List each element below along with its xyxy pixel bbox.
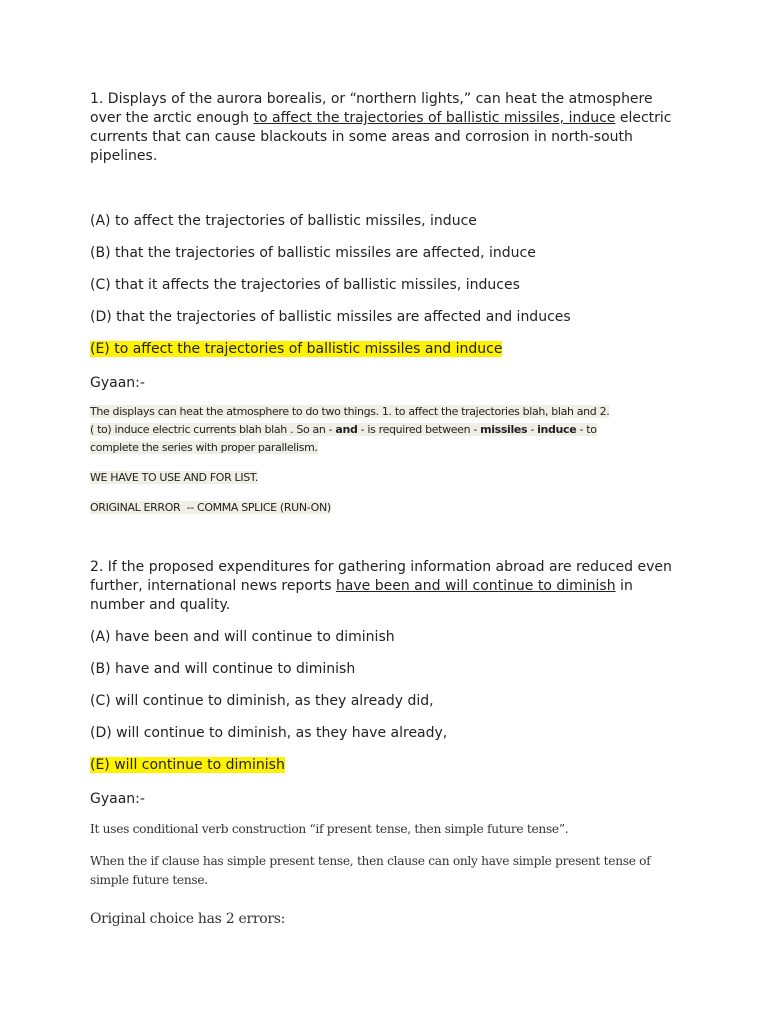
question-1-gyaan-original-error: ORIGINAL ERROR -- COMMA SPLICE (RUN-ON) <box>90 501 331 514</box>
question-2-option-c: (C) will continue to diminish, as they already did, <box>90 693 434 709</box>
question-1-option-a: (A) to affect the trajectories of ballistic missiles, induce <box>90 213 477 229</box>
question-2-prefix: 2. If the proposed expenditures for gathering information abroad are reduced even further, international news reports <box>90 559 672 594</box>
question-2-gyaan-conditional: It uses conditional verb construction “if present tense, then simple future tense”. <box>90 822 569 836</box>
question-1-stem <box>90 90 675 166</box>
question-2-underlined-part: have been and will continue to diminish <box>335 578 616 594</box>
question-1-gyaan-explanation <box>90 403 690 457</box>
gyaan-line-3: complete the series with proper parallelism. <box>90 441 318 454</box>
question-1-option-e-correct <box>90 340 502 359</box>
question-1-prefix: 1. Displays of the aurora borealis, or “northern lights,” can heat the atmosphere over the arctic enough <box>90 91 653 126</box>
question-1-underlined-part: to affect the trajectories of ballistic missiles, induce <box>253 110 616 126</box>
question-1-gyaan-note-list: WE HAVE TO USE AND FOR LIST. <box>90 471 259 484</box>
question-1-option-b: (B) that the trajectories of ballistic missiles are affected, induce <box>90 245 536 261</box>
question-2-gyaan-heading: Gyaan:- <box>90 791 145 807</box>
question-2-gyaan-errors-heading: Original choice has 2 errors: <box>90 911 286 927</box>
gyaan-line-2: ( to) induce electric currents blah blah . So an - and - is required between - missiles - induce - to <box>90 423 597 436</box>
correct-answer-highlight: (E) will continue to diminish <box>90 757 285 773</box>
gyaan-line-1: The displays can heat the atmosphere to do two things. 1. to affect the trajectories blah, blah and 2. <box>90 405 610 418</box>
question-2-option-a: (A) have been and will continue to diminish <box>90 629 395 645</box>
question-2-option-e-correct <box>90 756 285 775</box>
question-2-gyaan-if-clause: When the if clause has simple present tense, then clause can only have simple present tense of simple future tense. <box>90 854 651 887</box>
question-1-suffix: electric currents that can cause blackouts in some areas and corrosion in north-south pipelines. <box>90 110 672 164</box>
question-2-option-d: (D) will continue to diminish, as they have already, <box>90 725 448 741</box>
question-1-option-d: (D) that the trajectories of ballistic missiles are affected and induces <box>90 309 571 325</box>
correct-answer-highlight: (E) to affect the trajectories of ballistic missiles and induce <box>90 341 503 357</box>
question-1-gyaan-heading: Gyaan:- <box>90 375 145 391</box>
question-2-suffix: in number and quality. <box>90 578 633 613</box>
question-2-option-b: (B) have and will continue to diminish <box>90 661 356 677</box>
question-1-option-c: (C) that it affects the trajectories of ballistic missiles, induces <box>90 277 520 293</box>
question-2-stem <box>90 558 675 615</box>
